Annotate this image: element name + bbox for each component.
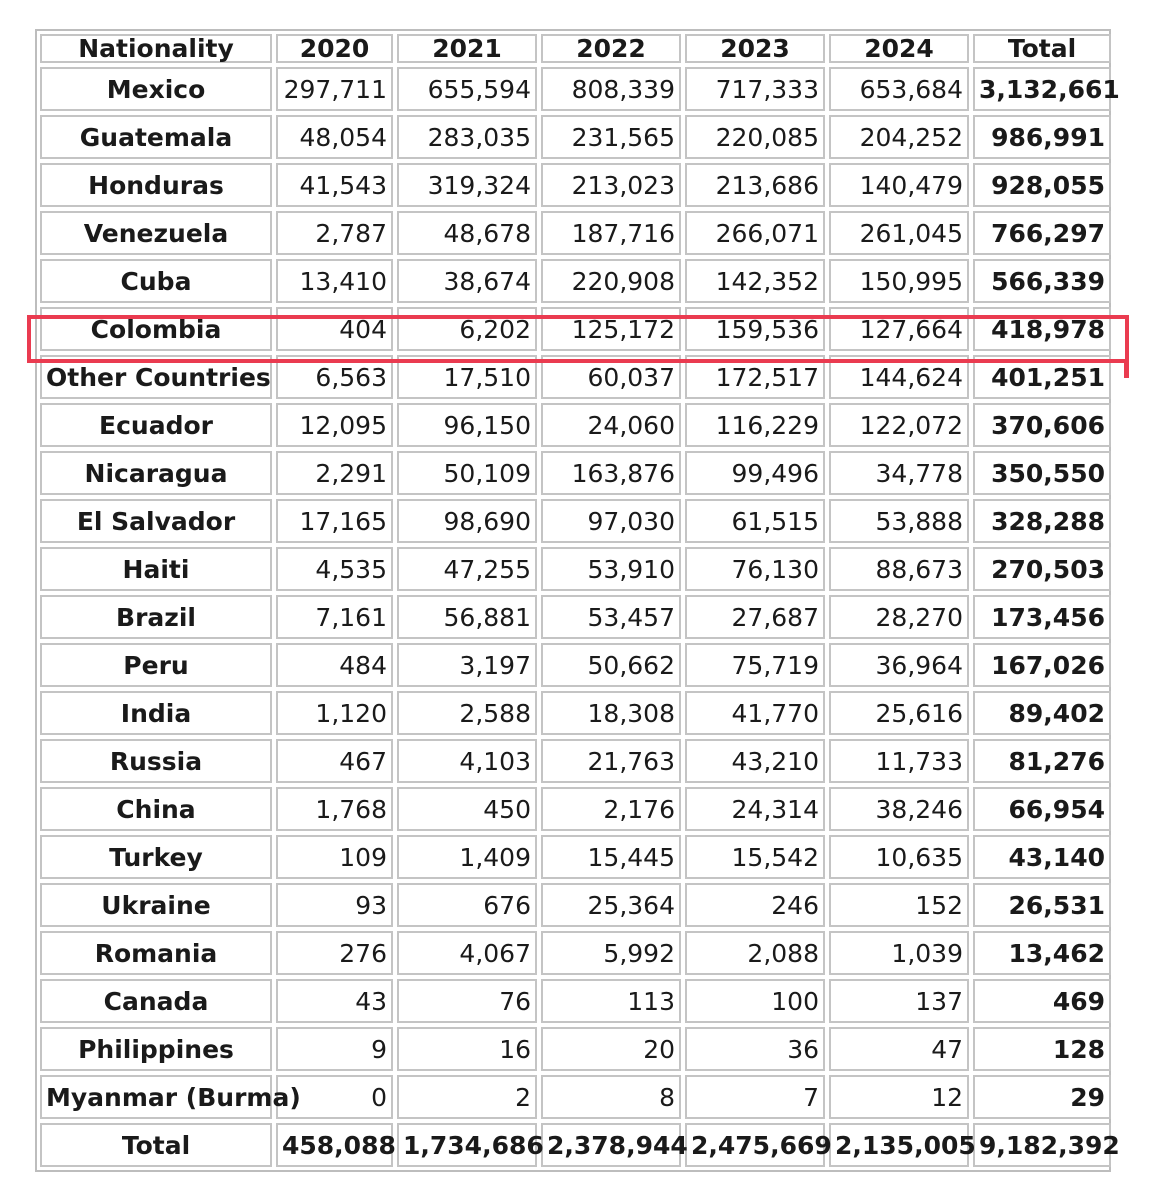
value-cell: 152 bbox=[829, 883, 969, 927]
value-cell: 98,690 bbox=[397, 499, 537, 543]
row-total-cell: 128 bbox=[973, 1027, 1111, 1071]
value-cell: 43,210 bbox=[685, 739, 825, 783]
value-cell: 172,517 bbox=[685, 355, 825, 399]
nationality-cell: Other Countries bbox=[40, 355, 272, 399]
row-total-cell: 43,140 bbox=[973, 835, 1111, 879]
value-cell: 0 bbox=[276, 1075, 393, 1119]
value-cell: 10,635 bbox=[829, 835, 969, 879]
table-row bbox=[40, 451, 1111, 495]
value-cell: 96,150 bbox=[397, 403, 537, 447]
value-cell: 53,888 bbox=[829, 499, 969, 543]
nationality-cell: Philippines bbox=[40, 1027, 272, 1071]
value-cell: 5,992 bbox=[541, 931, 681, 975]
value-cell: 15,542 bbox=[685, 835, 825, 879]
value-cell: 53,910 bbox=[541, 547, 681, 591]
header-year: 2023 bbox=[685, 34, 825, 63]
value-cell: 6,563 bbox=[276, 355, 393, 399]
value-cell: 8 bbox=[541, 1075, 681, 1119]
nationality-cell: Ukraine bbox=[40, 883, 272, 927]
header-year: 2021 bbox=[397, 34, 537, 63]
value-cell: 142,352 bbox=[685, 259, 825, 303]
value-cell: 220,908 bbox=[541, 259, 681, 303]
value-cell: 36 bbox=[685, 1027, 825, 1071]
nationality-cell: Peru bbox=[40, 643, 272, 687]
year-total-cell: 2,475,669 bbox=[685, 1123, 825, 1167]
nationality-cell: Colombia bbox=[40, 307, 272, 351]
value-cell: 4,103 bbox=[397, 739, 537, 783]
value-cell: 97,030 bbox=[541, 499, 681, 543]
row-total-cell: 167,026 bbox=[973, 643, 1111, 687]
value-cell: 653,684 bbox=[829, 67, 969, 111]
value-cell: 25,616 bbox=[829, 691, 969, 735]
value-cell: 100 bbox=[685, 979, 825, 1023]
value-cell: 17,510 bbox=[397, 355, 537, 399]
value-cell: 50,662 bbox=[541, 643, 681, 687]
row-total-cell: 928,055 bbox=[973, 163, 1111, 207]
value-cell: 159,536 bbox=[685, 307, 825, 351]
row-total-cell: 350,550 bbox=[973, 451, 1111, 495]
value-cell: 41,543 bbox=[276, 163, 393, 207]
total-row-label: Total bbox=[40, 1123, 272, 1167]
value-cell: 75,719 bbox=[685, 643, 825, 687]
value-cell: 122,072 bbox=[829, 403, 969, 447]
value-cell: 38,674 bbox=[397, 259, 537, 303]
value-cell: 213,686 bbox=[685, 163, 825, 207]
row-total-cell: 81,276 bbox=[973, 739, 1111, 783]
nationality-cell: El Salvador bbox=[40, 499, 272, 543]
value-cell: 13,410 bbox=[276, 259, 393, 303]
value-cell: 18,308 bbox=[541, 691, 681, 735]
row-total-cell: 469 bbox=[973, 979, 1111, 1023]
value-cell: 4,067 bbox=[397, 931, 537, 975]
value-cell: 47,255 bbox=[397, 547, 537, 591]
table-row bbox=[40, 67, 1111, 111]
value-cell: 109 bbox=[276, 835, 393, 879]
value-cell: 1,409 bbox=[397, 835, 537, 879]
table-row bbox=[40, 979, 1111, 1023]
value-cell: 60,037 bbox=[541, 355, 681, 399]
row-total-cell: 89,402 bbox=[973, 691, 1111, 735]
nationality-cell: Cuba bbox=[40, 259, 272, 303]
value-cell: 140,479 bbox=[829, 163, 969, 207]
table-row bbox=[40, 835, 1111, 879]
value-cell: 48,678 bbox=[397, 211, 537, 255]
row-total-cell: 270,503 bbox=[973, 547, 1111, 591]
value-cell: 319,324 bbox=[397, 163, 537, 207]
migration-table-container bbox=[35, 29, 1120, 1172]
value-cell: 93 bbox=[276, 883, 393, 927]
row-total-cell: 173,456 bbox=[973, 595, 1111, 639]
value-cell: 43 bbox=[276, 979, 393, 1023]
nationality-cell: Guatemala bbox=[40, 115, 272, 159]
table-body bbox=[40, 67, 1120, 1167]
row-total-cell: 418,978 bbox=[973, 307, 1111, 351]
value-cell: 61,515 bbox=[685, 499, 825, 543]
value-cell: 261,045 bbox=[829, 211, 969, 255]
value-cell: 9 bbox=[276, 1027, 393, 1071]
nationality-cell: Nicaragua bbox=[40, 451, 272, 495]
table-row bbox=[40, 691, 1111, 735]
table-row bbox=[40, 355, 1111, 399]
value-cell: 116,229 bbox=[685, 403, 825, 447]
value-cell: 21,763 bbox=[541, 739, 681, 783]
header-total: Total bbox=[973, 34, 1111, 63]
value-cell: 676 bbox=[397, 883, 537, 927]
table-row bbox=[40, 931, 1111, 975]
value-cell: 484 bbox=[276, 643, 393, 687]
table-row bbox=[40, 787, 1111, 831]
row-total-cell: 66,954 bbox=[973, 787, 1111, 831]
nationality-cell: China bbox=[40, 787, 272, 831]
total-row bbox=[40, 1123, 1111, 1167]
value-cell: 297,711 bbox=[276, 67, 393, 111]
table-row bbox=[40, 1027, 1111, 1071]
row-total-cell: 328,288 bbox=[973, 499, 1111, 543]
row-total-cell: 3,132,661 bbox=[973, 67, 1111, 111]
nationality-cell: Honduras bbox=[40, 163, 272, 207]
nationality-cell: Romania bbox=[40, 931, 272, 975]
nationality-cell: Haiti bbox=[40, 547, 272, 591]
value-cell: 41,770 bbox=[685, 691, 825, 735]
value-cell: 246 bbox=[685, 883, 825, 927]
value-cell: 12,095 bbox=[276, 403, 393, 447]
table-row bbox=[40, 883, 1111, 927]
row-total-cell: 26,531 bbox=[973, 883, 1111, 927]
value-cell: 204,252 bbox=[829, 115, 969, 159]
value-cell: 38,246 bbox=[829, 787, 969, 831]
value-cell: 404 bbox=[276, 307, 393, 351]
table-row bbox=[40, 499, 1111, 543]
table-row bbox=[40, 739, 1111, 783]
value-cell: 76 bbox=[397, 979, 537, 1023]
nationality-cell: India bbox=[40, 691, 272, 735]
value-cell: 113 bbox=[541, 979, 681, 1023]
value-cell: 2,588 bbox=[397, 691, 537, 735]
value-cell: 56,881 bbox=[397, 595, 537, 639]
value-cell: 47 bbox=[829, 1027, 969, 1071]
year-total-cell: 1,734,686 bbox=[397, 1123, 537, 1167]
value-cell: 655,594 bbox=[397, 67, 537, 111]
value-cell: 450 bbox=[397, 787, 537, 831]
value-cell: 187,716 bbox=[541, 211, 681, 255]
value-cell: 36,964 bbox=[829, 643, 969, 687]
nationality-cell: Canada bbox=[40, 979, 272, 1023]
table-row bbox=[40, 115, 1111, 159]
value-cell: 24,314 bbox=[685, 787, 825, 831]
value-cell: 4,535 bbox=[276, 547, 393, 591]
value-cell: 2,291 bbox=[276, 451, 393, 495]
value-cell: 467 bbox=[276, 739, 393, 783]
row-total-cell: 401,251 bbox=[973, 355, 1111, 399]
value-cell: 6,202 bbox=[397, 307, 537, 351]
highlight-tail-mark bbox=[1124, 360, 1129, 378]
row-total-cell: 370,606 bbox=[973, 403, 1111, 447]
table-row bbox=[40, 211, 1111, 255]
header-nationality: Nationality bbox=[40, 34, 272, 63]
nationality-cell: Ecuador bbox=[40, 403, 272, 447]
value-cell: 28,270 bbox=[829, 595, 969, 639]
value-cell: 127,664 bbox=[829, 307, 969, 351]
header-year: 2022 bbox=[541, 34, 681, 63]
value-cell: 17,165 bbox=[276, 499, 393, 543]
value-cell: 2,787 bbox=[276, 211, 393, 255]
value-cell: 7,161 bbox=[276, 595, 393, 639]
value-cell: 48,054 bbox=[276, 115, 393, 159]
value-cell: 2 bbox=[397, 1075, 537, 1119]
value-cell: 125,172 bbox=[541, 307, 681, 351]
nationality-cell: Mexico bbox=[40, 67, 272, 111]
value-cell: 25,364 bbox=[541, 883, 681, 927]
value-cell: 1,768 bbox=[276, 787, 393, 831]
year-total-cell: 2,135,005 bbox=[829, 1123, 969, 1167]
nationality-cell: Russia bbox=[40, 739, 272, 783]
nationality-cell: Turkey bbox=[40, 835, 272, 879]
value-cell: 16 bbox=[397, 1027, 537, 1071]
value-cell: 1,039 bbox=[829, 931, 969, 975]
value-cell: 144,624 bbox=[829, 355, 969, 399]
value-cell: 88,673 bbox=[829, 547, 969, 591]
value-cell: 2,088 bbox=[685, 931, 825, 975]
year-total-cell: 458,088 bbox=[276, 1123, 393, 1167]
value-cell: 50,109 bbox=[397, 451, 537, 495]
year-total-cell: 2,378,944 bbox=[541, 1123, 681, 1167]
value-cell: 276 bbox=[276, 931, 393, 975]
nationality-year-table bbox=[36, 30, 1120, 1171]
value-cell: 150,995 bbox=[829, 259, 969, 303]
value-cell: 717,333 bbox=[685, 67, 825, 111]
row-total-cell: 986,991 bbox=[973, 115, 1111, 159]
table-row bbox=[40, 643, 1111, 687]
nationality-cell: Myanmar (Burma) bbox=[40, 1075, 272, 1119]
header-year: 2020 bbox=[276, 34, 393, 63]
value-cell: 266,071 bbox=[685, 211, 825, 255]
grand-total-cell: 9,182,392 bbox=[973, 1123, 1111, 1167]
value-cell: 99,496 bbox=[685, 451, 825, 495]
value-cell: 34,778 bbox=[829, 451, 969, 495]
table-row bbox=[40, 403, 1111, 447]
table-row bbox=[40, 595, 1111, 639]
value-cell: 808,339 bbox=[541, 67, 681, 111]
table-row bbox=[40, 1075, 1111, 1119]
row-total-cell: 13,462 bbox=[973, 931, 1111, 975]
table-row bbox=[40, 547, 1111, 591]
nationality-cell: Brazil bbox=[40, 595, 272, 639]
value-cell: 163,876 bbox=[541, 451, 681, 495]
table-row bbox=[40, 163, 1111, 207]
value-cell: 1,120 bbox=[276, 691, 393, 735]
value-cell: 76,130 bbox=[685, 547, 825, 591]
row-total-cell: 29 bbox=[973, 1075, 1111, 1119]
value-cell: 12 bbox=[829, 1075, 969, 1119]
value-cell: 2,176 bbox=[541, 787, 681, 831]
header-year: 2024 bbox=[829, 34, 969, 63]
value-cell: 24,060 bbox=[541, 403, 681, 447]
value-cell: 3,197 bbox=[397, 643, 537, 687]
row-total-cell: 766,297 bbox=[973, 211, 1111, 255]
row-total-cell: 566,339 bbox=[973, 259, 1111, 303]
value-cell: 231,565 bbox=[541, 115, 681, 159]
value-cell: 283,035 bbox=[397, 115, 537, 159]
header-row bbox=[40, 34, 1111, 63]
value-cell: 27,687 bbox=[685, 595, 825, 639]
table-row bbox=[40, 307, 1111, 351]
value-cell: 213,023 bbox=[541, 163, 681, 207]
value-cell: 220,085 bbox=[685, 115, 825, 159]
value-cell: 15,445 bbox=[541, 835, 681, 879]
value-cell: 20 bbox=[541, 1027, 681, 1071]
value-cell: 7 bbox=[685, 1075, 825, 1119]
value-cell: 11,733 bbox=[829, 739, 969, 783]
table-row bbox=[40, 259, 1111, 303]
nationality-cell: Venezuela bbox=[40, 211, 272, 255]
value-cell: 137 bbox=[829, 979, 969, 1023]
value-cell: 53,457 bbox=[541, 595, 681, 639]
